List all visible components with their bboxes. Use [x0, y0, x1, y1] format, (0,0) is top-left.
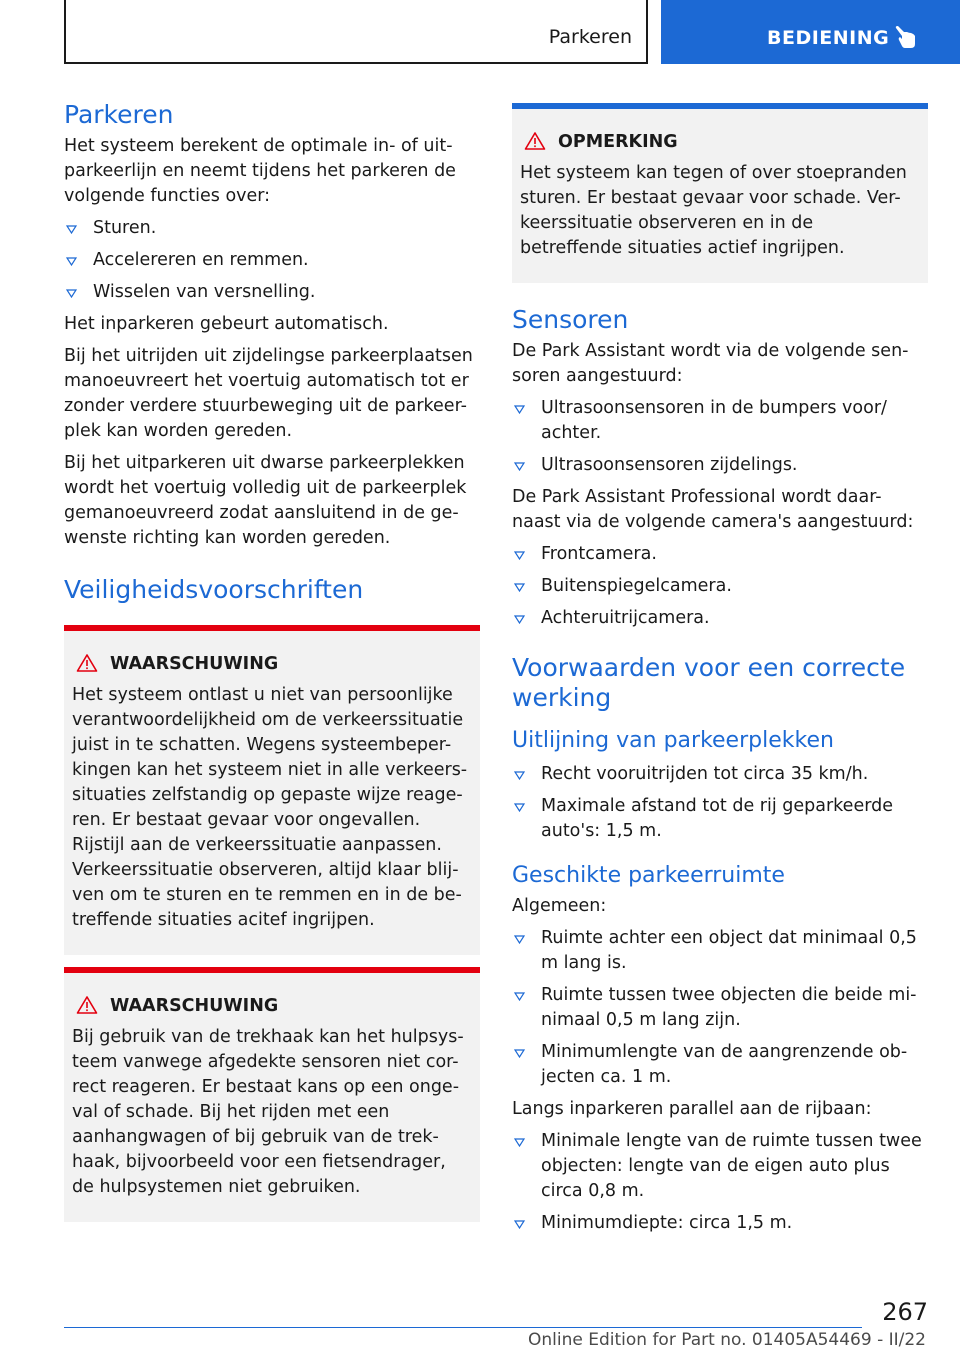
list-item: Ruimte achter een object dat minimaal 0,5 m lang is. — [512, 926, 928, 976]
section-title-voorwaarden: Voorwaarden voor een correcte werking — [512, 653, 906, 712]
triangle-bullet-icon — [514, 462, 525, 471]
note-heading: OPMERKING — [520, 129, 918, 155]
paragraph: De Park Assistant Professional wordt daar-naast via de volgende camera's aangestuurd: — [512, 487, 914, 532]
warning-box — [64, 625, 480, 955]
list-item: Sturen. — [64, 216, 480, 241]
intro-paragraph: Het systeem berekent de optimale in- of uit-parkeerlijn en neemt tijdens het parkeren de volgende functies over: — [64, 136, 456, 206]
note-text: Het systeem kan tegen of over stoepranden sturen. Er bestaat gevaar voor schade. Ver-keerssituatie observeren en in de betreffende situaties actief ingrijpen. — [520, 163, 907, 258]
warning-text: Het systeem ontlast u niet van persoonlijke verantwoordelijkheid om de verkeerssituatie juist in te schatten. Wegens systeembeper-kingen kan het systeem niet in alle verkeers-situaties zelfstandig op gepaste wijze reage-ren. Er bestaat gevaar voor ongevallen. Rijstijl aan de verkeerssituatie aanpassen. Verkeerssituatie observeren, altijd klaar blij-ven om te sturen en te remmen en in de be-treffende situaties acitef ingrijpen. — [72, 685, 468, 930]
warning-triangle-icon — [524, 131, 546, 151]
warning-heading: WAARSCHUWING — [72, 993, 470, 1019]
footer-edition: Online Edition for Part no. 01405A54469 - II/22 — [527, 1330, 926, 1350]
footer-divider — [64, 1327, 862, 1328]
list-item: Minimumlengte van de aangrenzende ob-jecten ca. 1 m. — [512, 1040, 928, 1090]
triangle-bullet-icon — [66, 257, 77, 266]
warning-heading: WAARSCHUWING — [72, 651, 470, 677]
triangle-bullet-icon — [514, 1138, 525, 1147]
paragraph: Bij het uitparkeren uit dwarse parkeerplekken wordt het voertuig volledig uit de parkeerplek gemanoeuvreerd zodat aansluitend in de ge-wenste richting kan worden gereden. — [64, 453, 467, 548]
list-item: Buitenspiegelcamera. — [512, 574, 928, 599]
triangle-bullet-icon — [514, 992, 525, 1001]
triangle-bullet-icon — [514, 803, 525, 812]
warning-triangle-icon — [76, 995, 98, 1015]
functions-list — [64, 216, 480, 305]
subsection-title-uitlijning: Uitlijning van parkeerplekken — [512, 728, 834, 753]
triangle-bullet-icon — [514, 1220, 525, 1229]
note-box — [512, 103, 928, 283]
space-parallel-list — [512, 1129, 928, 1236]
triangle-bullet-icon — [66, 225, 77, 234]
subsection-title-parkeerruimte: Geschikte parkeerruimte — [512, 863, 785, 888]
cameras-list — [512, 542, 928, 631]
paragraph: Bij het uitrijden uit zijdelingse parkeerplaatsen manoeuvreert het voertuig automatisch tot er zonder verdere stuurbeweging uit de parkeer-plek kan worden gereden. — [64, 346, 473, 441]
list-item: Wisselen van versnelling. — [64, 280, 480, 305]
header-section-box — [64, 0, 648, 64]
list-item: Ultrasoonsensoren zijdelings. — [512, 453, 928, 478]
section-title-parkeren: Parkeren — [64, 100, 174, 129]
triangle-bullet-icon — [514, 935, 525, 944]
sensors-list — [512, 396, 928, 478]
triangle-bullet-icon — [514, 615, 525, 624]
triangle-bullet-icon — [66, 289, 77, 298]
triangle-bullet-icon — [514, 405, 525, 414]
list-item: Achteruitrijcamera. — [512, 606, 928, 631]
section-title-sensoren: Sensoren — [512, 305, 629, 334]
list-item: Minimale lengte van de ruimte tussen twee objecten: lengte van de eigen auto plus circa 0,8 m. — [512, 1129, 928, 1204]
align-list — [512, 762, 928, 844]
triangle-bullet-icon — [514, 583, 525, 592]
warning-text: Bij gebruik van de trekhaak kan het hulpsys-teem vanwege afgedekte sensoren niet cor-rect reageren. Er bestaat kans op een onge-val of schade. Bij het rijden met een aanhangwagen of bij gebruik van de trek-haak, bijvoorbeeld voor een fietsendrager, de hulpsystemen niet gebruiken. — [72, 1027, 464, 1197]
left-column — [64, 100, 480, 1222]
list-item: Accelereren en remmen. — [64, 248, 480, 273]
list-item: Recht vooruitrijden tot circa 35 km/h. — [512, 762, 928, 787]
list-item: Ruimte tussen twee objecten die beide mi-nimaal 0,5 m lang zijn. — [512, 983, 928, 1033]
header-chapter-tab — [661, 0, 960, 64]
header-chapter-title: BEDIENING — [767, 27, 890, 49]
header-section-title: Parkeren — [548, 26, 632, 48]
warning-triangle-icon — [76, 653, 98, 673]
right-column — [512, 103, 928, 1236]
paragraph: Langs inparkeren parallel aan de rijbaan: — [512, 1099, 872, 1119]
list-item: Minimumdiepte: circa 1,5 m. — [512, 1211, 928, 1236]
list-item: Ultrasoonsensoren in de bumpers voor/ achter. — [512, 396, 928, 446]
list-item: Frontcamera. — [512, 542, 928, 567]
list-item: Maximale afstand tot de rij geparkeerde auto's: 1,5 m. — [512, 794, 928, 844]
page-number: 267 — [882, 1298, 928, 1326]
hand-pointer-icon — [895, 24, 917, 50]
paragraph: De Park Assistant wordt via de volgende sen-soren aangestuurd: — [512, 341, 909, 386]
paragraph: Het inparkeren gebeurt automatisch. — [64, 314, 389, 334]
section-title-veiligheid: Veiligheidsvoorschriften — [64, 575, 364, 604]
triangle-bullet-icon — [514, 771, 525, 780]
paragraph: Algemeen: — [512, 896, 607, 916]
triangle-bullet-icon — [514, 1049, 525, 1058]
space-general-list — [512, 926, 928, 1090]
warning-box — [64, 967, 480, 1222]
triangle-bullet-icon — [514, 551, 525, 560]
